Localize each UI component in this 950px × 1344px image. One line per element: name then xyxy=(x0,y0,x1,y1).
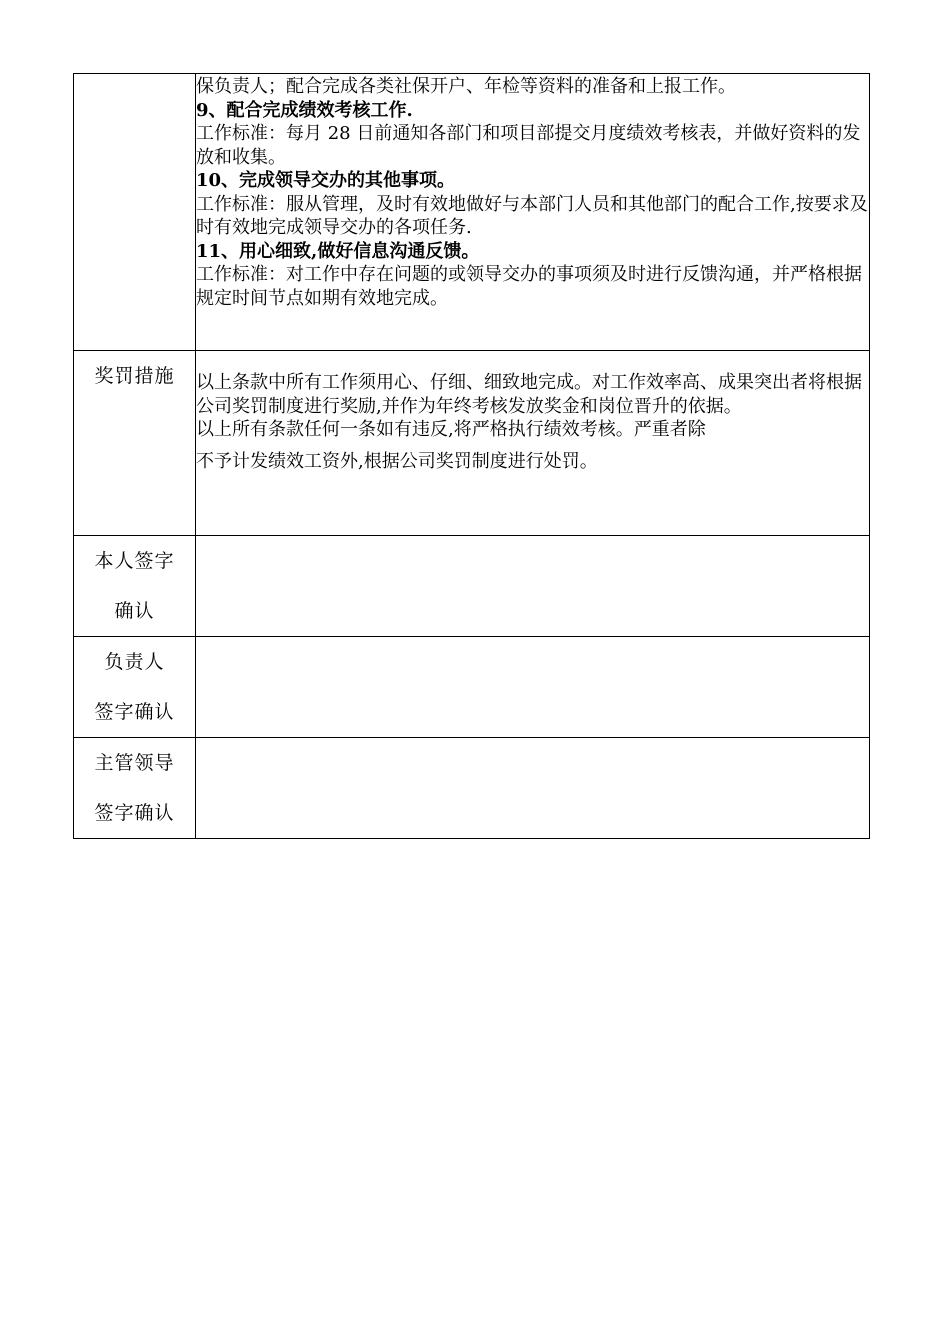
duty-item-10-standard: 工作标准：服从管理，及时有效地做好与本部门人员和其他部门的配合工作,按要求及时有效地完成领导交办的各项任务. xyxy=(196,193,868,238)
employee-signature-field[interactable] xyxy=(196,536,870,637)
reward-paragraph-2-line-2: 不予计发绩效工资外,根据公司奖罚制度进行处罚。 xyxy=(196,450,598,472)
manager-signature-field[interactable] xyxy=(196,738,870,839)
employee-signature-row xyxy=(74,536,870,637)
reward-row xyxy=(74,351,870,536)
employee-signature-label-line-1: 本人签字 xyxy=(94,550,175,572)
duties-content-cell xyxy=(196,74,870,351)
employee-signature-label-cell xyxy=(74,536,196,637)
job-responsibility-table xyxy=(73,73,870,839)
duties-row xyxy=(74,74,870,351)
duty-item-11-title: 11、用心细致,做好信息沟通反馈。 xyxy=(196,240,480,262)
duty-item-10-title: 10、完成领导交办的其他事项。 xyxy=(196,170,456,191)
duty-item-11-standard: 工作标准：对工作中存在问题的或领导交办的事项须及时进行反馈沟通，并严格根据规定时间节点如期有效地完成。 xyxy=(196,264,862,309)
supervisor-signature-label-line-2: 签字确认 xyxy=(94,701,175,723)
supervisor-signature-row xyxy=(74,637,870,738)
reward-paragraph-2-line-1: 以上所有条款任何一条如有违反,将严格执行绩效考核。严重者除 xyxy=(196,419,706,440)
reward-label: 奖罚措施 xyxy=(94,365,175,387)
manager-signature-row xyxy=(74,738,870,839)
reward-text xyxy=(196,351,869,482)
reward-paragraph-1: 以上条款中所有工作须用心、仔细、细致地完成。对工作效率高、成果突出者将根据公司奖罚制度进行奖励,并作为年终考核发放奖金和岗位晋升的依据。 xyxy=(196,372,862,417)
reward-content-cell xyxy=(196,351,870,536)
duties-text xyxy=(196,74,869,310)
duty-item-9-title: 9、配合完成绩效考核工作. xyxy=(196,99,413,121)
duties-label-cell xyxy=(74,74,196,351)
supervisor-signature-field[interactable] xyxy=(196,637,870,738)
reward-label-cell xyxy=(74,351,196,536)
supervisor-signature-label-cell xyxy=(74,637,196,738)
manager-signature-label-line-1: 主管领导 xyxy=(94,752,175,774)
duty-continuation: 保负责人；配合完成各类社保开户、年检等资料的准备和上报工作。 xyxy=(196,76,736,97)
employee-signature-label-line-2: 确认 xyxy=(114,600,155,622)
manager-signature-label-cell xyxy=(74,738,196,839)
manager-signature-label-line-2: 签字确认 xyxy=(94,802,175,824)
duty-item-9-standard: 工作标准：每月 28 日前通知各部门和项目部提交月度绩效考核表，并做好资料的发放和收集。 xyxy=(196,123,861,168)
supervisor-signature-label-line-1: 负责人 xyxy=(104,651,165,673)
